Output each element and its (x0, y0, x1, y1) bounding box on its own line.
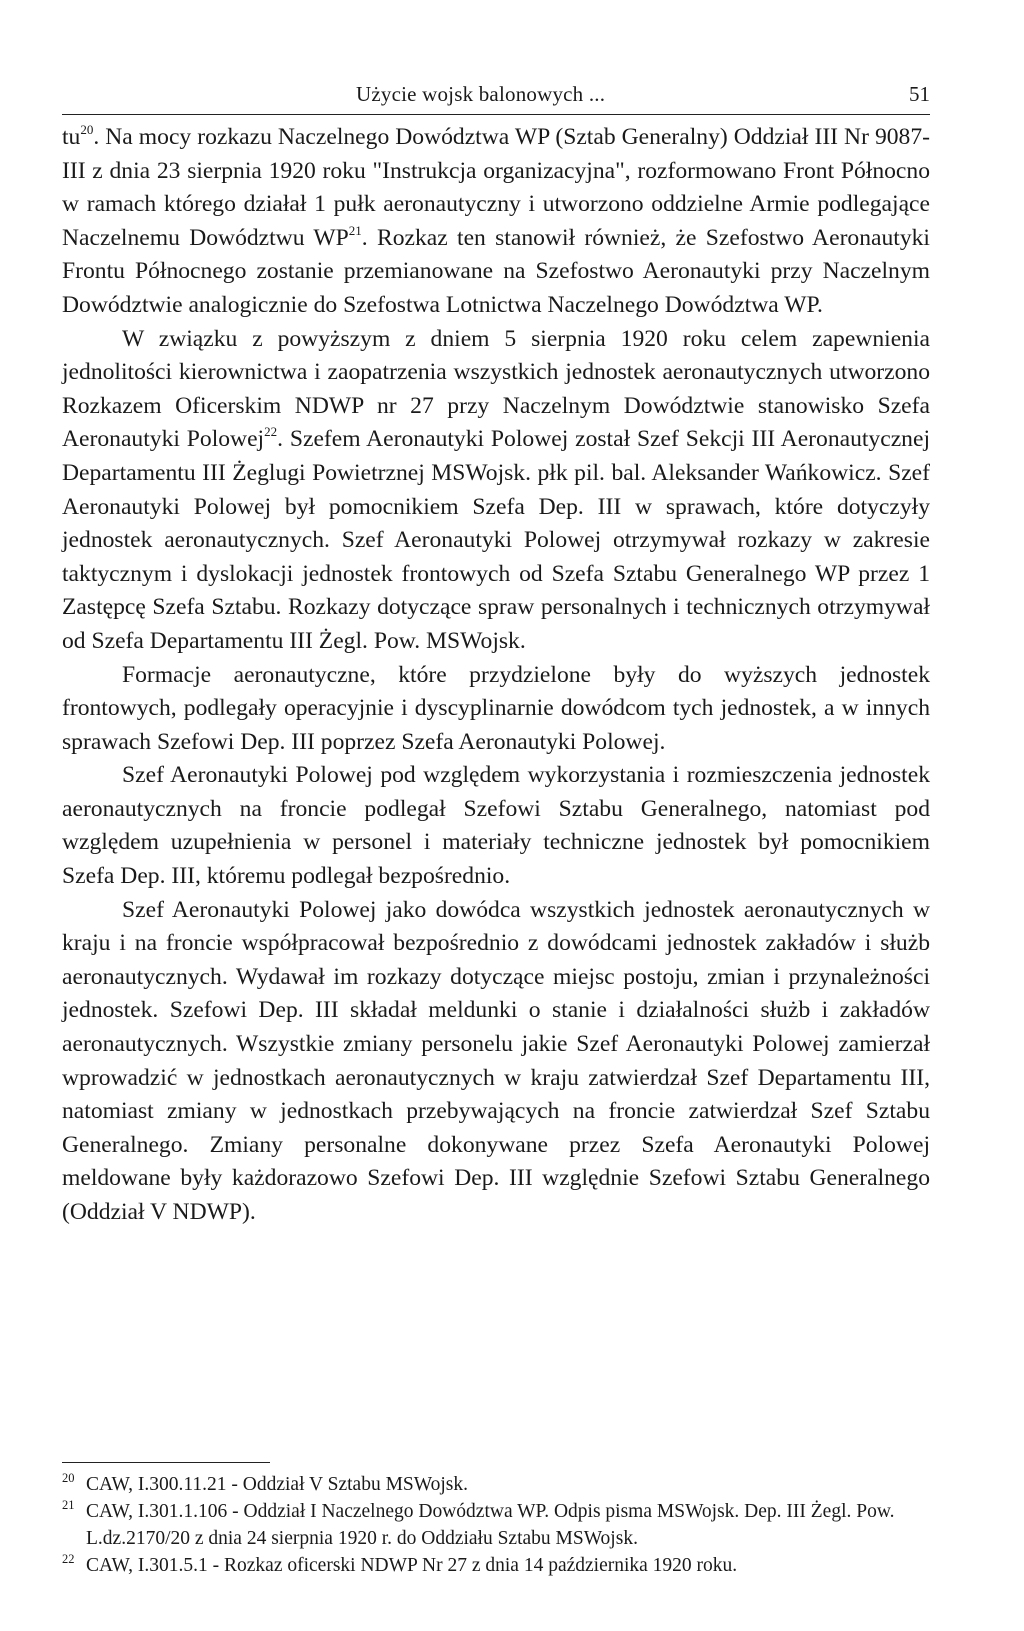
footnote-text: CAW, I.301.1.106 - Oddział I Naczelnego Dowództwa WP. Odpis pisma MSWojsk. Dep. III Żegl. Pow. L.dz.2170/20 z dnia 24 sierpnia 1920 r. do Oddziału Sztabu MSWojsk. (86, 1501, 895, 1549)
paragraph-2-end: . Szefem Aeronautyki Polowej został Szef Sekcji III Aeronautycznej Departamentu III Żeglugi Powietrznej MSWojsk. płk pil. bal. Aleksander Wańkowicz. Szef Aeronautyki Polowej był pomocnikiem Szefa Dep. III w sprawach, które dotyczyły jednostek aeronautycznych. Szef Aeronautyki Polowej otrzymywał rozkazy w zakresie taktycznym i dyslokacji jednostek frontowych od Szefa Sztabu Generalnego WP przez 1 Zastępcę Szefa Sztabu. Rozkazy dotyczące spraw personalnych i technicznych otrzymywał od Szefa Departamentu III Żegl. Pow. MSWojsk. (62, 426, 931, 654)
footnote-ref-22: 22 (264, 424, 278, 440)
page (62, 80, 930, 1230)
footnote-text: CAW, I.301.5.1 - Rozkaz oficerski NDWP Nr 27 z dnia 14 października 1920 roku. (86, 1555, 738, 1576)
paragraph-2-start: W związku z powyższym z dniem 5 sierpnia 1920 roku celem zapewnienia jednolitości kierownictwa i zaopatrzenia wszystkich jednostek aeronautycznych utworzono Rozkazem Oficerskim NDWP nr 27 przy Naczelnym Dowództwie stanowisko Szefa Aeronautyki Polowej (62, 325, 930, 453)
paragraph-1 (62, 121, 930, 323)
body-text (62, 121, 930, 1230)
footnote-20 (62, 1471, 930, 1498)
paragraph-1-middle: . Na mocy rozkazu Naczelnego Dowództwa WP (Sztab Generalny) Oddział III Nr 9087-III z dnia 23 sierpnia 1920 roku "Instrukcja organizacyjna", rozformowano Front Północno w ramach którego działał 1 pułk aeronautyczny i utworzono oddzielne Armie podlegające Naczelnemu Dowództwu WP (62, 124, 930, 251)
footnote-number: 21 (62, 1498, 75, 1512)
paragraph-3: Formacje aeronautyczne, które przydzielone były do wyższych jednostek frontowych, podlegały operacyjnie i dyscyplinarnie dowódcom tych jednostek, a w innych sprawach Szefowi Dep. III poprzez Szefa Aeronautyki Polowej. (62, 661, 930, 755)
footnote-number: 22 (62, 1552, 75, 1566)
footnote-text: CAW, I.300.11.21 - Oddział V Sztabu MSWojsk. (86, 1474, 468, 1495)
footnote-separator (62, 1462, 270, 1463)
paragraph-2 (62, 323, 930, 659)
paragraph-4: Szef Aeronautyki Polowej pod względem wykorzystania i rozmieszczenia jednostek aeronautycznych na froncie podlegał Szefowi Sztabu Generalnego, natomiast pod względem uzupełnienia w personel i materiały techniczne jednostek był pomocnikiem Szefa Dep. III, któremu podlegał bezpośrednio. (62, 762, 930, 890)
paragraph-1-start: tu (62, 124, 81, 150)
footnote-21 (62, 1498, 930, 1552)
page-number: 51 (909, 82, 930, 106)
paragraph-1-end: . Rozkaz ten stanowił również, że Szefostwo Aeronautyki Frontu Północnego zostanie przemianowane na Szefostwo Aeronautyki przy Naczelnym Dowództwie analogicznie do Szefostwa Lotnictwa Naczelnego Dowództwa WP. (62, 224, 930, 318)
paragraph-5: Szef Aeronautyki Polowej jako dowódca wszystkich jednostek aeronautycznych w kraju i na froncie współpracował bezpośrednio z dowódcami jednostek zakładów i służb aeronautycznych. Wydawał im rozkazy dotyczące miejsc postoju, zmian i przynależności jednostek. Szefowi Dep. III składał meldunki o stanie i działalności służb i zakładów aeronautycznych. Wszystkie zmiany personelu jakie Szef Aeronautyki Polowej zamierzał wprowadzić w jednostkach aeronautycznych w kraju zatwierdzał Szef Departamentu III, natomiast zmiany w jednostkach przebywających na froncie zatwierdzał Szef Sztabu Generalnego. Zmiany personalne dokonywane przez Szefa Aeronautyki Polowej meldowane były każdorazowo Szefowi Dep. III względnie Szefowi Sztabu Generalnego (Oddział V NDWP). (62, 896, 930, 1225)
footnote-ref-21: 21 (348, 222, 362, 238)
running-header (62, 80, 930, 115)
footnotes (62, 1471, 930, 1579)
footnote-number: 20 (62, 1471, 75, 1485)
footnote-22 (62, 1552, 930, 1579)
running-header-title: Użycie wojsk balonowych ... (356, 82, 606, 106)
footnote-ref-20: 20 (80, 122, 94, 138)
